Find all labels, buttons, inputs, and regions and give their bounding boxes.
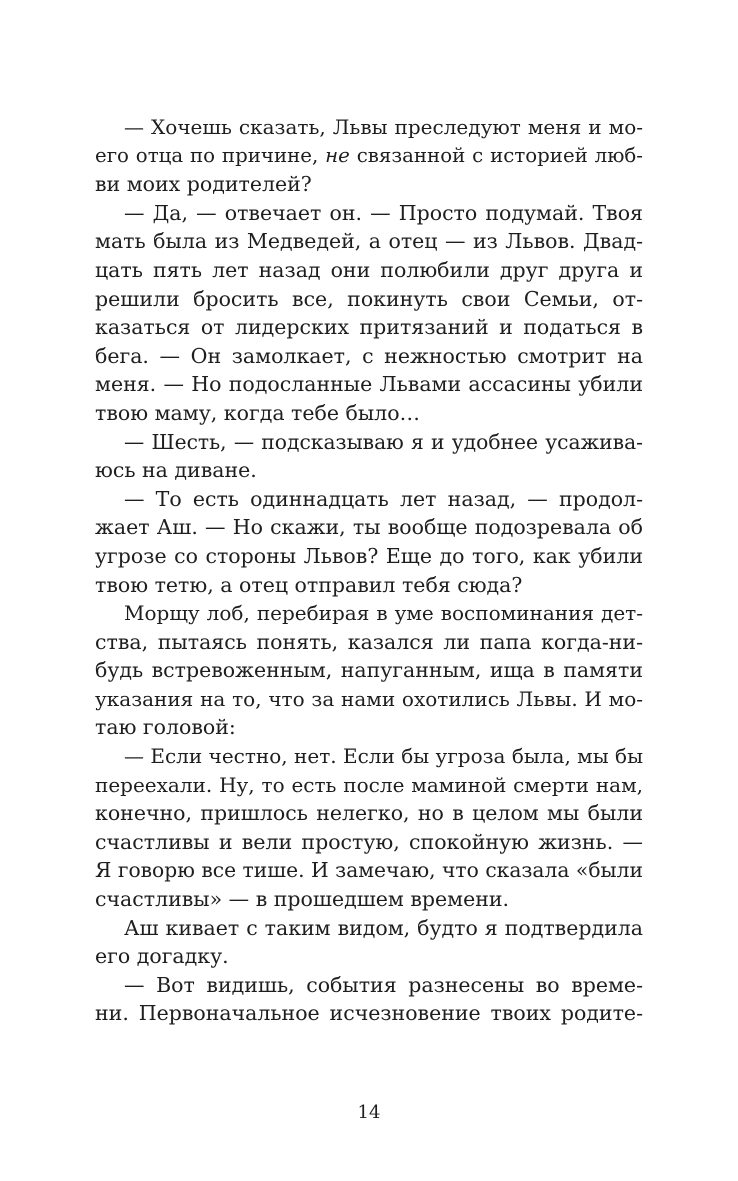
text-line: таю головой: [95, 715, 236, 740]
text-line: юсь на диване. [95, 458, 257, 483]
text-line: ства, пытаясь понять, казался ли папа когда-ни- [95, 629, 643, 654]
text-line: меня. — Но подосланные Львами ассасины убили [95, 372, 643, 397]
text-line: цать пять лет назад они полюбили друг друга и [95, 257, 643, 282]
text-line: — Шесть, — подсказываю я и удобнее усажива- [124, 429, 643, 454]
text-line: казаться от лидерских притязаний и податься в [95, 315, 643, 340]
text-line: угрозе со стороны Львов? Еще до того, как убили [95, 543, 643, 568]
text-line: счастливы и вели простую, спокойную жизнь. — [95, 829, 643, 854]
text-line: будь встревоженным, напуганным, ища в памяти [95, 658, 643, 683]
text-line: мать была из Медведей, а отец — из Львов. Двад- [95, 229, 643, 254]
text-line: ви моих родителей? [95, 172, 312, 197]
text-line: конечно, пришлось нелегко, но в целом мы были [95, 801, 643, 826]
text-line: бега. — Он замолкает, с нежностью смотрит на [95, 343, 643, 368]
text-line: его догадку. [95, 944, 229, 969]
text-line: указания на то, что за нами охотились Львы. И мо- [95, 686, 643, 711]
text-run: его отца по причине, [95, 143, 326, 167]
text-line [95, 142, 643, 171]
text-line: твою маму, когда тебе было… [95, 400, 421, 425]
body-text [95, 113, 643, 1028]
text-line: жает Аш. — Но скажи, ты вообще подозревала об [95, 515, 643, 540]
text-line: счастливы» — в прошедшем времени. [95, 887, 510, 912]
text-line: Я говорю все тише. И замечаю, что сказала «были [95, 858, 643, 883]
text-line: — Да, — отвечает он. — Просто подумай. Твоя [124, 200, 643, 225]
text-line: решили бросить все, покинуть свои Семьи, от- [95, 286, 643, 311]
text-line: переехали. Ну, то есть после маминой смерти нам, [95, 772, 643, 797]
text-line: — То есть одиннадцать лет назад, — продол- [124, 486, 643, 511]
text-line: — Хочешь сказать, Львы преследуют меня и мо- [124, 115, 643, 139]
text-line: — Вот видишь, события разнесены во време- [124, 972, 643, 997]
emphasis: не [325, 143, 350, 167]
text-line: — Если честно, нет. Если бы угроза была, мы бы [124, 744, 643, 769]
text-line: Аш кивает с таким видом, будто я подтвердила [124, 915, 643, 940]
page-number: 14 [357, 1102, 381, 1123]
text-run: связанной с историей люб- [349, 143, 643, 167]
text-line: ни. Первоначальное исчезновение твоих родите- [95, 1001, 643, 1026]
text-line: Морщу лоб, перебирая в уме воспоминания дет- [124, 601, 643, 626]
text-line: твою тетю, а отец отправил тебя сюда? [95, 572, 523, 597]
